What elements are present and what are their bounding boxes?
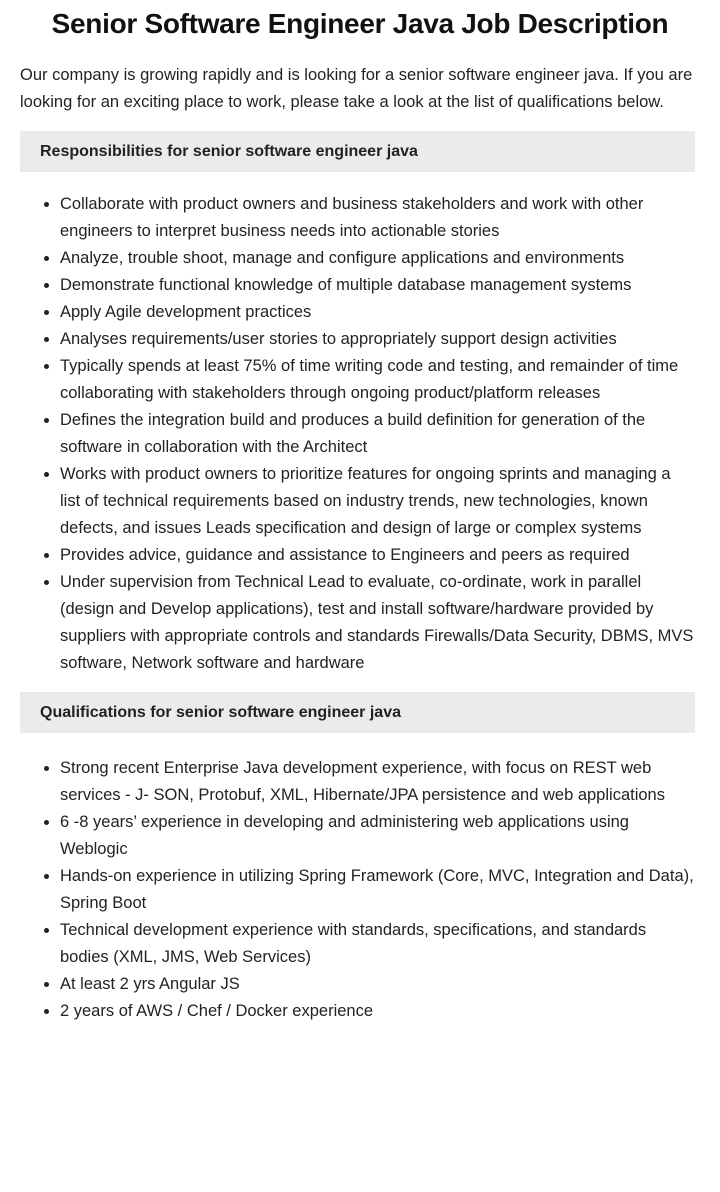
list-item: • Collaborate with product owners and business stakeholders and work with other engineers to interpret business needs into actionable stories — [60, 191, 695, 245]
page-title: Senior Software Engineer Java Job Description — [51, 8, 669, 39]
list-item: • Apply Agile development practices — [60, 299, 695, 326]
qualifications-list — [20, 755, 695, 1025]
responsibilities-list — [20, 191, 695, 677]
list-item: • Technical development experience with standards, specifications, and standards bodies (XML, JMS, Web Services) — [60, 917, 695, 971]
list-item: • Hands-on experience in utilizing Spring Framework (Core, MVC, Integration and Data), Spring Boot — [60, 863, 695, 917]
list-item: • 2 years of AWS / Chef / Docker experience — [60, 998, 695, 1025]
list-item: • Provides advice, guidance and assistance to Engineers and peers as required — [60, 542, 695, 569]
list-item: • Typically spends at least 75% of time writing code and testing, and remainder of time collaborating with stakeholders through ongoing product/platform releases — [60, 353, 695, 407]
list-item: • Works with product owners to prioritize features for ongoing sprints and managing a list of technical requirements based on industry trends, new technologies, known defects, and issues Leads specification and design of large or complex systems — [60, 461, 695, 542]
qualifications-heading: Qualifications for senior software engineer java — [20, 692, 695, 733]
list-item: • Under supervision from Technical Lead to evaluate, co-ordinate, work in parallel (design and Develop applications), test and install software/hardware provided by suppliers with appropriate controls and standards Firewalls/Data Security, DBMS, MVS software, Network software and hardware — [60, 569, 695, 677]
intro-paragraph: Our company is growing rapidly and is looking for a senior software engineer java. If you are looking for an exciting place to work, please take a look at the list of qualifications below. — [20, 66, 693, 111]
list-item: • Analyze, trouble shoot, manage and configure applications and environments — [60, 245, 695, 272]
list-item: • At least 2 yrs Angular JS — [60, 971, 695, 998]
list-item: • Analyses requirements/user stories to appropriately support design activities — [60, 326, 695, 353]
responsibilities-heading: Responsibilities for senior software engineer java — [20, 131, 695, 172]
list-item: • Defines the integration build and produces a build definition for generation of the software in collaboration with the Architect — [60, 407, 695, 461]
list-item: • 6 -8 years’ experience in developing and administering web applications using Weblogic — [60, 809, 695, 863]
list-item: • Demonstrate functional knowledge of multiple database management systems — [60, 272, 695, 299]
list-item: • Strong recent Enterprise Java development experience, with focus on REST web services - J- SON, Protobuf, XML, Hibernate/JPA persistence and web applications — [60, 755, 695, 809]
